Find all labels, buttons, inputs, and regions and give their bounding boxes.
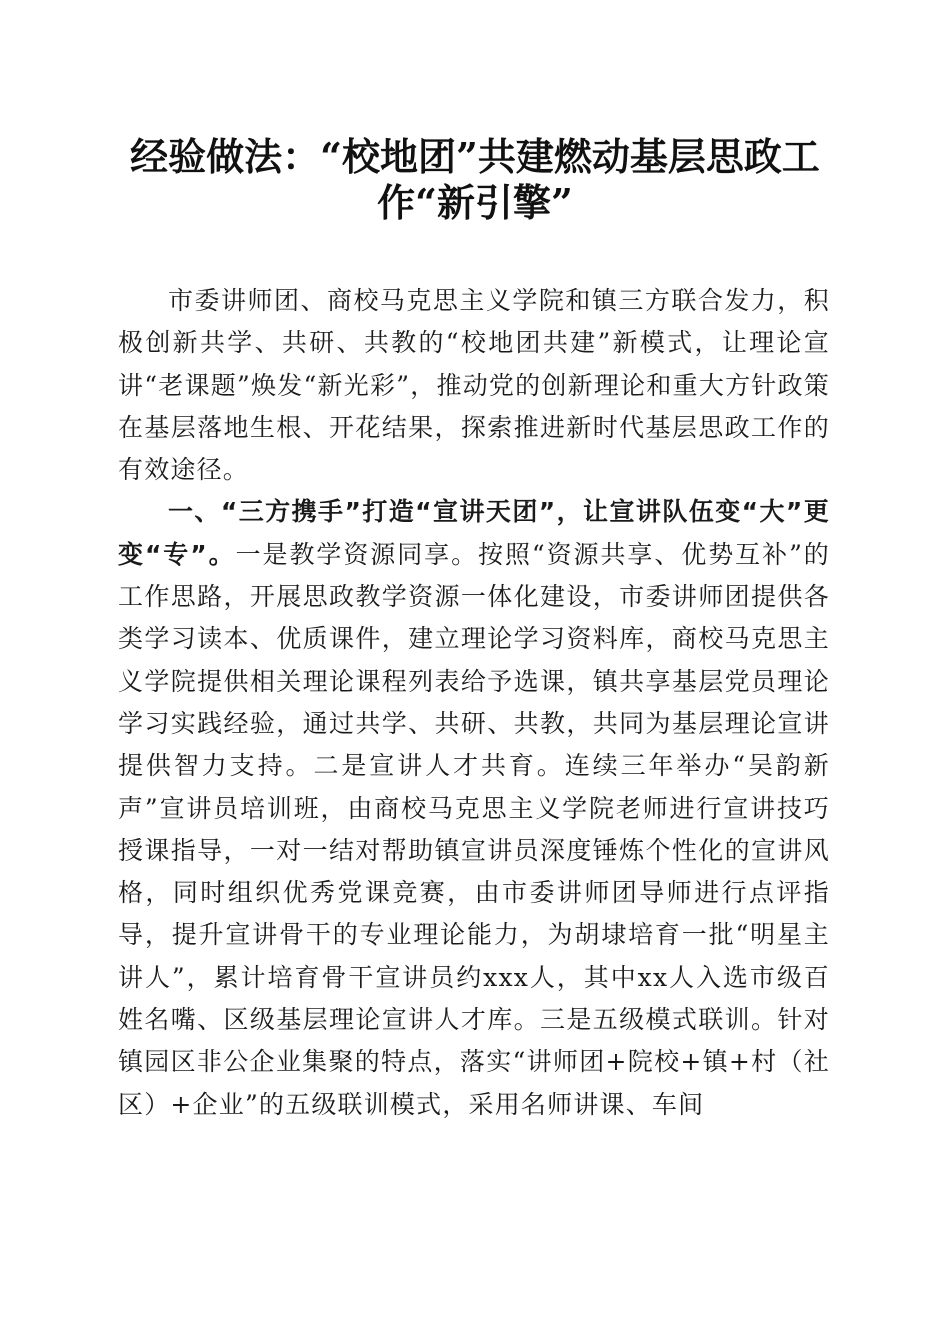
title-line-2: 作“新引擎”: [377, 180, 573, 225]
intro-paragraph: [118, 280, 830, 491]
section-one-text: 一是教学资源同享。按照“资源共享、优势互补”的工作思路，开展思政教学资源一体化建设，市委讲师团提供各类学习读本、优质课件，建立理论学习资料库，商校马克思主义学院提供相关理论课程列表给予选课，镇共享基层党员理论学习实践经验，通过共学、共研、共教，共同为基层理论宣讲提供智力支持。二是宣讲人才共育。连续三年举办“吴韵新声”宣讲员培训班，由商校马克思主义学院老师进行宣讲技巧授课指导，一对一结对帮助镇宣讲员深度锤炼个性化的宣讲风格，同时组织优秀党课竞赛，由市委讲师团导师进行点评指导，提升宣讲骨干的专业理论能力，为胡埭培育一批“明星主讲人”，累计培育骨干宣讲员约xxx人，其中xx人入选市级百姓名嘴、区级基层理论宣讲人才库。三是五级模式联训。针对镇园区非公企业集聚的特点，落实“讲师团+院校+镇+村（社区）+企业”的五级联训模式，采用名师讲课、车间: [118, 539, 830, 1119]
title-line-1: 经验做法：“校地团”共建燃动基层思政工: [130, 134, 820, 179]
intro-paragraph-text: 市委讲师团、商校马克思主义学院和镇三方联合发力，积极创新共学、共研、共教的“校地团共建”新模式，让理论宣讲“老课题”焕发“新光彩”，推动党的创新理论和重大方针政策在基层落地生根、开花结果，探索推进新时代基层思政工作的有效途径。: [118, 286, 830, 485]
document-body: [118, 280, 830, 1126]
section-one-paragraph: [118, 491, 830, 1125]
document-title: [120, 134, 830, 226]
section-one-heading: 一、“三方携手”打造“宣讲天团”，让宣讲队伍变“大”更变“专”。: [118, 497, 830, 569]
